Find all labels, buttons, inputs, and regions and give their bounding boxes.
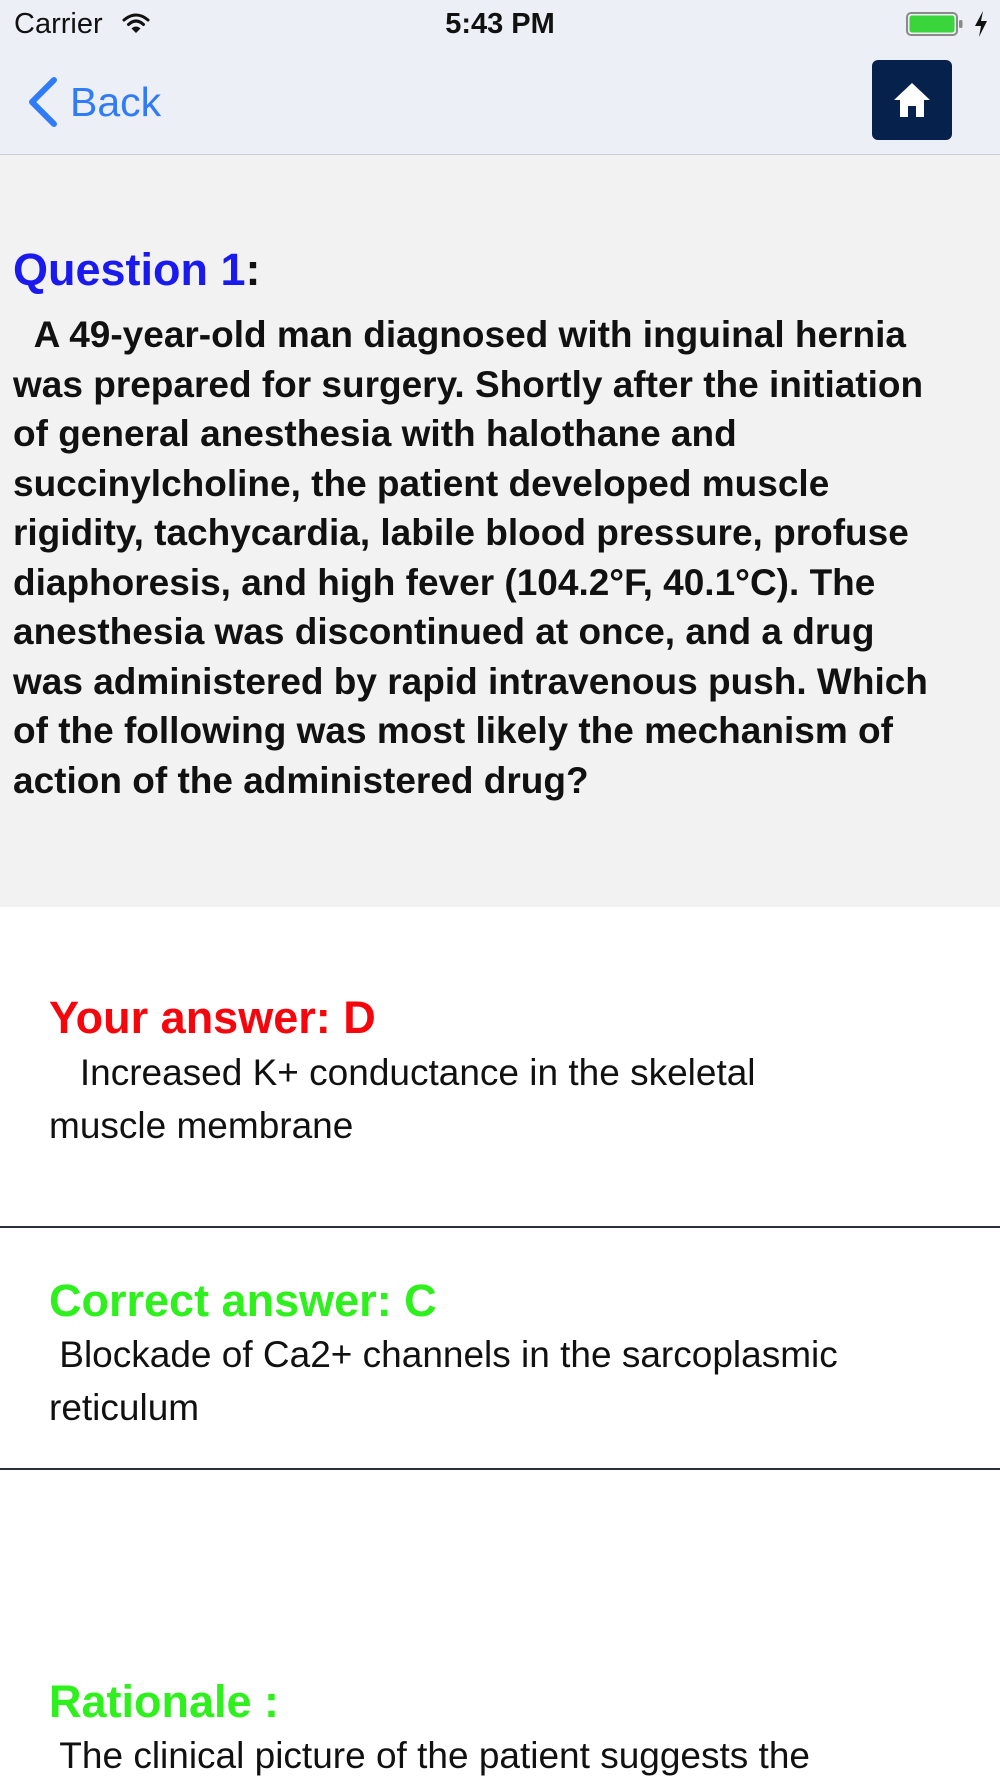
home-icon (892, 80, 932, 120)
chevron-left-icon (26, 76, 60, 128)
divider (0, 1468, 1000, 1470)
correct-answer-heading: Correct answer: C (49, 1275, 437, 1326)
home-button[interactable] (872, 60, 952, 140)
carrier-label: Carrier (14, 8, 103, 40)
question-heading (13, 244, 261, 295)
question-number: Question 1 (13, 244, 246, 295)
battery-icon (906, 12, 964, 36)
nav-bar (0, 50, 1000, 155)
status-bar (0, 0, 1000, 50)
your-answer-text: Increased K+ conductance in the skeletal muscle membrane (49, 1052, 756, 1146)
your-answer-heading: Your answer: D (49, 992, 376, 1043)
question-text: A 49-year-old man diagnosed with inguinal hernia was prepared for surgery. Shortly after the initiation of general anesthesia with halothane and succinylcholine, the patient developed muscle rigidity, tachycardia, labile blood pressure, profuse diaphoresis, and high fever (104.2°F, 40.1°C). The anesthesia was discontinued at once, and a drug was administered by rapid intravenous push. Which of the following was most likely the mechanism of action of the administered drug? (13, 314, 928, 801)
rationale-heading: Rationale : (49, 1676, 280, 1727)
divider (0, 1226, 1000, 1228)
back-label: Back (70, 78, 162, 125)
charging-icon (973, 10, 989, 38)
status-time: 5:43 PM (445, 8, 555, 40)
rationale-text: The clinical picture of the patient suggests the (49, 1735, 810, 1776)
back-button[interactable] (26, 74, 161, 130)
question-heading-colon: : (245, 244, 261, 295)
correct-answer-text: Blockade of Ca2+ channels in the sarcoplasmic reticulum (49, 1334, 838, 1428)
question-section (0, 155, 1000, 907)
